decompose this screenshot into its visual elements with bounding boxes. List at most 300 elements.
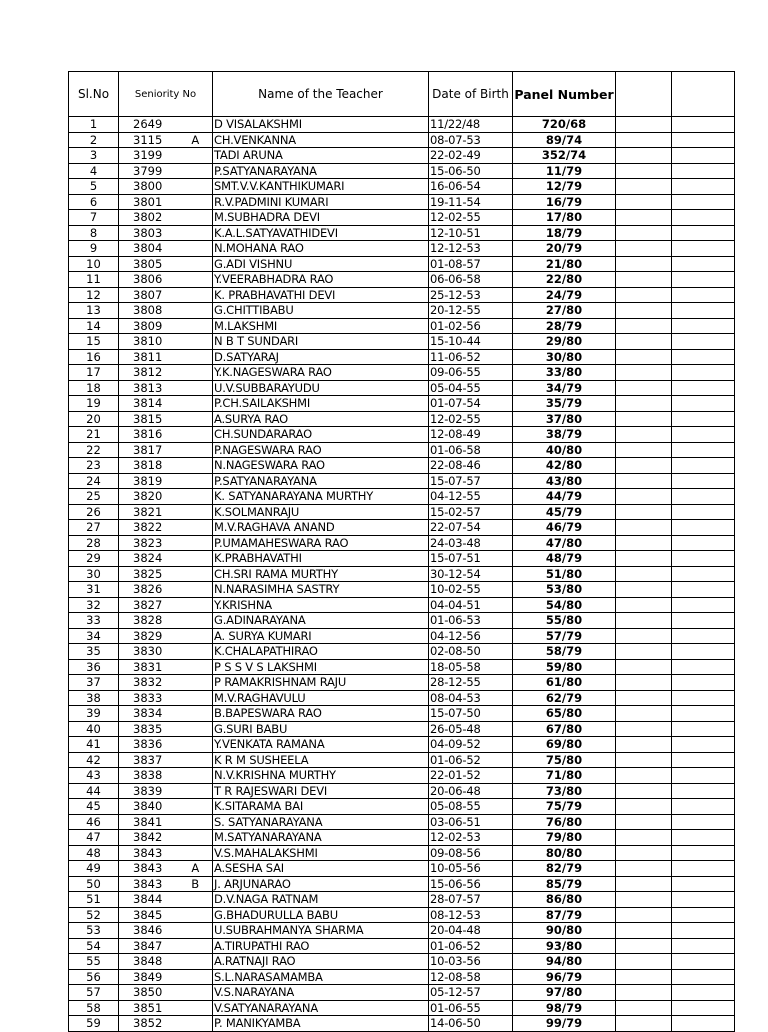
seniority-number-cell: 3807 — [119, 287, 179, 303]
header-sl-no: Sl.No — [69, 72, 119, 117]
teacher-name-cell: G.BHADURULLA BABU — [213, 907, 429, 923]
extra-cell-1 — [616, 163, 672, 179]
table-row — [69, 334, 735, 350]
seniority-number-cell: 3831 — [119, 659, 179, 675]
date-of-birth-cell: 09-08-56 — [429, 845, 513, 861]
panel-number-cell: 20/79 — [513, 241, 616, 257]
panel-number-cell: 28/79 — [513, 318, 616, 334]
seniority-suffix-cell — [179, 737, 213, 753]
panel-number-cell: 75/79 — [513, 799, 616, 815]
date-of-birth-cell: 01-06-52 — [429, 938, 513, 954]
seniority-suffix-cell — [179, 225, 213, 241]
teacher-name-cell: P. MANIKYAMBA — [213, 1016, 429, 1032]
panel-number-cell: 62/79 — [513, 690, 616, 706]
serial-number-cell: 53 — [69, 923, 119, 939]
teacher-name-cell: P.SATYANARAYANA — [213, 163, 429, 179]
date-of-birth-cell: 01-06-53 — [429, 613, 513, 629]
extra-cell-2 — [672, 473, 735, 489]
header-date-of-birth: Date of Birth — [429, 72, 513, 117]
table-row — [69, 179, 735, 195]
teacher-name-cell: D.SATYARAJ — [213, 349, 429, 365]
teacher-name-cell: CH.VENKANNA — [213, 132, 429, 148]
serial-number-cell: 30 — [69, 566, 119, 582]
serial-number-cell: 18 — [69, 380, 119, 396]
seniority-number-cell: 3843 — [119, 876, 179, 892]
table-row — [69, 132, 735, 148]
panel-number-cell: 22/80 — [513, 272, 616, 288]
serial-number-cell: 54 — [69, 938, 119, 954]
header-row — [69, 72, 735, 117]
seniority-number-cell: 3835 — [119, 721, 179, 737]
date-of-birth-cell: 15-07-57 — [429, 473, 513, 489]
date-of-birth-cell: 01-06-55 — [429, 1000, 513, 1016]
serial-number-cell: 28 — [69, 535, 119, 551]
seniority-suffix-cell — [179, 287, 213, 303]
date-of-birth-cell: 08-12-53 — [429, 907, 513, 923]
teacher-name-cell: J. ARJUNARAO — [213, 876, 429, 892]
serial-number-cell: 33 — [69, 613, 119, 629]
extra-cell-1 — [616, 272, 672, 288]
table-row — [69, 442, 735, 458]
seniority-suffix-cell — [179, 752, 213, 768]
extra-cell-2 — [672, 318, 735, 334]
panel-number-cell: 55/80 — [513, 613, 616, 629]
date-of-birth-cell: 12-12-53 — [429, 241, 513, 257]
extra-cell-2 — [672, 535, 735, 551]
panel-number-cell: 18/79 — [513, 225, 616, 241]
teacher-name-cell: M.V.RAGHAVULU — [213, 690, 429, 706]
extra-cell-1 — [616, 969, 672, 985]
panel-number-cell: 45/79 — [513, 504, 616, 520]
extra-cell-2 — [672, 117, 735, 133]
table-row — [69, 272, 735, 288]
seniority-suffix-cell — [179, 210, 213, 226]
serial-number-cell: 13 — [69, 303, 119, 319]
seniority-number-cell: 2649 — [119, 117, 179, 133]
table-row — [69, 520, 735, 536]
teacher-name-cell: K.PRABHAVATHI — [213, 551, 429, 567]
seniority-number-cell: 3844 — [119, 892, 179, 908]
extra-cell-1 — [616, 473, 672, 489]
table-row — [69, 427, 735, 443]
panel-number-cell: 90/80 — [513, 923, 616, 939]
teacher-name-cell: N.V.KRISHNA MURTHY — [213, 768, 429, 784]
panel-number-cell: 24/79 — [513, 287, 616, 303]
date-of-birth-cell: 28-07-57 — [429, 892, 513, 908]
table-row — [69, 458, 735, 474]
teacher-name-cell: A. SURYA KUMARI — [213, 628, 429, 644]
seniority-number-cell: 3199 — [119, 148, 179, 164]
teacher-name-cell: D VISALAKSHMI — [213, 117, 429, 133]
panel-number-cell: 33/80 — [513, 365, 616, 381]
seniority-number-cell: 3802 — [119, 210, 179, 226]
panel-number-cell: 71/80 — [513, 768, 616, 784]
seniority-number-cell: 3805 — [119, 256, 179, 272]
seniority-number-cell: 3825 — [119, 566, 179, 582]
teacher-name-cell: D.V.NAGA RATNAM — [213, 892, 429, 908]
panel-number-cell: 93/80 — [513, 938, 616, 954]
seniority-number-cell: 3850 — [119, 985, 179, 1001]
serial-number-cell: 1 — [69, 117, 119, 133]
extra-cell-2 — [672, 256, 735, 272]
teacher-name-cell: P.UMAMAHESWARA RAO — [213, 535, 429, 551]
panel-number-cell: 44/79 — [513, 489, 616, 505]
table-row — [69, 535, 735, 551]
seniority-number-cell: 3843 — [119, 845, 179, 861]
serial-number-cell: 26 — [69, 504, 119, 520]
panel-number-cell: 99/79 — [513, 1016, 616, 1032]
serial-number-cell: 43 — [69, 768, 119, 784]
extra-cell-2 — [672, 659, 735, 675]
seniority-number-cell: 3838 — [119, 768, 179, 784]
seniority-number-cell: 3811 — [119, 349, 179, 365]
serial-number-cell: 15 — [69, 334, 119, 350]
table-row — [69, 644, 735, 660]
panel-number-cell: 98/79 — [513, 1000, 616, 1016]
teacher-name-cell: V.S.MAHALAKSHMI — [213, 845, 429, 861]
seniority-suffix-cell — [179, 427, 213, 443]
extra-cell-1 — [616, 1016, 672, 1032]
table-row — [69, 892, 735, 908]
extra-cell-2 — [672, 365, 735, 381]
date-of-birth-cell: 04-04-51 — [429, 597, 513, 613]
date-of-birth-cell: 05-04-55 — [429, 380, 513, 396]
extra-cell-1 — [616, 985, 672, 1001]
date-of-birth-cell: 15-10-44 — [429, 334, 513, 350]
extra-cell-1 — [616, 566, 672, 582]
extra-cell-2 — [672, 675, 735, 691]
teacher-name-cell: S. SATYANARAYANA — [213, 814, 429, 830]
extra-cell-2 — [672, 892, 735, 908]
seniority-number-cell: 3830 — [119, 644, 179, 660]
panel-number-cell: 37/80 — [513, 411, 616, 427]
panel-number-cell: 67/80 — [513, 721, 616, 737]
serial-number-cell: 52 — [69, 907, 119, 923]
serial-number-cell: 14 — [69, 318, 119, 334]
panel-number-cell: 46/79 — [513, 520, 616, 536]
seniority-suffix-cell — [179, 380, 213, 396]
teacher-name-cell: A.SESHA SAI — [213, 861, 429, 877]
extra-cell-2 — [672, 938, 735, 954]
panel-number-cell: 27/80 — [513, 303, 616, 319]
table-body — [69, 117, 735, 1032]
teacher-name-cell: N B T SUNDARI — [213, 334, 429, 350]
teacher-name-cell: Y.K.NAGESWARA RAO — [213, 365, 429, 381]
seniority-number-cell: 3815 — [119, 411, 179, 427]
panel-number-cell: 96/79 — [513, 969, 616, 985]
date-of-birth-cell: 28-12-55 — [429, 675, 513, 691]
table-row — [69, 349, 735, 365]
panel-number-cell: 76/80 — [513, 814, 616, 830]
date-of-birth-cell: 11/22/48 — [429, 117, 513, 133]
serial-number-cell: 55 — [69, 954, 119, 970]
extra-cell-2 — [672, 241, 735, 257]
seniority-number-cell: 3803 — [119, 225, 179, 241]
teacher-name-cell: G.ADI VISHNU — [213, 256, 429, 272]
extra-cell-2 — [672, 551, 735, 567]
seniority-number-cell: 3804 — [119, 241, 179, 257]
table-row — [69, 737, 735, 753]
serial-number-cell: 48 — [69, 845, 119, 861]
extra-cell-2 — [672, 132, 735, 148]
seniority-number-cell: 3800 — [119, 179, 179, 195]
panel-number-cell: 42/80 — [513, 458, 616, 474]
extra-cell-2 — [672, 597, 735, 613]
seniority-suffix-cell — [179, 907, 213, 923]
seniority-suffix-cell — [179, 442, 213, 458]
serial-number-cell: 17 — [69, 365, 119, 381]
extra-cell-1 — [616, 117, 672, 133]
extra-cell-1 — [616, 628, 672, 644]
teacher-name-cell: K. PRABHAVATHI DEVI — [213, 287, 429, 303]
serial-number-cell: 40 — [69, 721, 119, 737]
extra-cell-2 — [672, 737, 735, 753]
extra-cell-2 — [672, 752, 735, 768]
table-row — [69, 411, 735, 427]
date-of-birth-cell: 14-06-50 — [429, 1016, 513, 1032]
seniority-suffix-cell — [179, 613, 213, 629]
extra-cell-1 — [616, 179, 672, 195]
panel-number-cell: 79/80 — [513, 830, 616, 846]
seniority-number-cell: 3822 — [119, 520, 179, 536]
serial-number-cell: 35 — [69, 644, 119, 660]
seniority-number-cell: 3836 — [119, 737, 179, 753]
table-row — [69, 969, 735, 985]
extra-cell-1 — [616, 892, 672, 908]
serial-number-cell: 46 — [69, 814, 119, 830]
date-of-birth-cell: 10-02-55 — [429, 582, 513, 598]
seniority-suffix-cell — [179, 303, 213, 319]
serial-number-cell: 51 — [69, 892, 119, 908]
teacher-name-cell: R.V.PADMINI KUMARI — [213, 194, 429, 210]
seniority-suffix-cell — [179, 117, 213, 133]
seniority-suffix-cell — [179, 814, 213, 830]
table-row — [69, 566, 735, 582]
seniority-suffix-cell — [179, 349, 213, 365]
teacher-seniority-table — [68, 71, 735, 1032]
date-of-birth-cell: 01-07-54 — [429, 396, 513, 412]
seniority-suffix-cell — [179, 504, 213, 520]
teacher-name-cell: N.NAGESWARA RAO — [213, 458, 429, 474]
teacher-name-cell: V.SATYANARAYANA — [213, 1000, 429, 1016]
seniority-number-cell: 3814 — [119, 396, 179, 412]
serial-number-cell: 8 — [69, 225, 119, 241]
teacher-name-cell: Y.VEERABHADRA RAO — [213, 272, 429, 288]
panel-number-cell: 94/80 — [513, 954, 616, 970]
table-row — [69, 489, 735, 505]
seniority-suffix-cell: B — [179, 876, 213, 892]
seniority-number-cell: 3819 — [119, 473, 179, 489]
teacher-name-cell: V.S.NARAYANA — [213, 985, 429, 1001]
extra-cell-1 — [616, 458, 672, 474]
table-row — [69, 814, 735, 830]
seniority-suffix-cell — [179, 783, 213, 799]
teacher-name-cell: Y.KRISHNA — [213, 597, 429, 613]
date-of-birth-cell: 05-12-57 — [429, 985, 513, 1001]
extra-cell-2 — [672, 380, 735, 396]
table-row — [69, 613, 735, 629]
table-row — [69, 985, 735, 1001]
seniority-suffix-cell — [179, 969, 213, 985]
extra-cell-2 — [672, 923, 735, 939]
extra-cell-1 — [616, 582, 672, 598]
seniority-number-cell: 3833 — [119, 690, 179, 706]
extra-cell-2 — [672, 458, 735, 474]
panel-number-cell: 43/80 — [513, 473, 616, 489]
seniority-suffix-cell — [179, 923, 213, 939]
seniority-suffix-cell — [179, 256, 213, 272]
teacher-name-cell: K.A.L.SATYAVATHIDEVI — [213, 225, 429, 241]
seniority-suffix-cell: A — [179, 861, 213, 877]
panel-number-cell: 85/79 — [513, 876, 616, 892]
seniority-number-cell: 3820 — [119, 489, 179, 505]
serial-number-cell: 20 — [69, 411, 119, 427]
date-of-birth-cell: 06-06-58 — [429, 272, 513, 288]
date-of-birth-cell: 03-06-51 — [429, 814, 513, 830]
seniority-suffix-cell — [179, 148, 213, 164]
extra-cell-2 — [672, 706, 735, 722]
table-row — [69, 1016, 735, 1032]
teacher-name-cell: A.SURYA RAO — [213, 411, 429, 427]
extra-cell-1 — [616, 194, 672, 210]
panel-number-cell: 21/80 — [513, 256, 616, 272]
extra-cell-2 — [672, 985, 735, 1001]
date-of-birth-cell: 24-03-48 — [429, 535, 513, 551]
panel-number-cell: 75/80 — [513, 752, 616, 768]
date-of-birth-cell: 26-05-48 — [429, 721, 513, 737]
serial-number-cell: 42 — [69, 752, 119, 768]
panel-number-cell: 34/79 — [513, 380, 616, 396]
panel-number-cell: 47/80 — [513, 535, 616, 551]
seniority-number-cell: 3849 — [119, 969, 179, 985]
panel-number-cell: 17/80 — [513, 210, 616, 226]
extra-cell-1 — [616, 783, 672, 799]
extra-cell-2 — [672, 582, 735, 598]
extra-cell-2 — [672, 163, 735, 179]
serial-number-cell: 34 — [69, 628, 119, 644]
panel-number-cell: 29/80 — [513, 334, 616, 350]
extra-cell-2 — [672, 721, 735, 737]
extra-cell-1 — [616, 1000, 672, 1016]
panel-number-cell: 59/80 — [513, 659, 616, 675]
seniority-number-cell: 3852 — [119, 1016, 179, 1032]
table-row — [69, 659, 735, 675]
extra-cell-1 — [616, 752, 672, 768]
seniority-suffix-cell — [179, 690, 213, 706]
date-of-birth-cell: 01-02-56 — [429, 318, 513, 334]
seniority-suffix-cell — [179, 489, 213, 505]
date-of-birth-cell: 20-12-55 — [429, 303, 513, 319]
extra-cell-1 — [616, 907, 672, 923]
panel-number-cell: 69/80 — [513, 737, 616, 753]
extra-cell-1 — [616, 349, 672, 365]
serial-number-cell: 39 — [69, 706, 119, 722]
extra-cell-2 — [672, 783, 735, 799]
teacher-name-cell: K. SATYANARAYANA MURTHY — [213, 489, 429, 505]
serial-number-cell: 41 — [69, 737, 119, 753]
seniority-number-cell: 3809 — [119, 318, 179, 334]
seniority-number-cell: 3824 — [119, 551, 179, 567]
extra-cell-1 — [616, 876, 672, 892]
extra-cell-2 — [672, 194, 735, 210]
teacher-name-cell: SMT.V.V.KANTHIKUMARI — [213, 179, 429, 195]
serial-number-cell: 4 — [69, 163, 119, 179]
teacher-name-cell: P.NAGESWARA RAO — [213, 442, 429, 458]
teacher-name-cell: T R RAJESWARI DEVI — [213, 783, 429, 799]
seniority-suffix-cell — [179, 644, 213, 660]
date-of-birth-cell: 20-04-48 — [429, 923, 513, 939]
panel-number-cell: 51/80 — [513, 566, 616, 582]
extra-cell-1 — [616, 737, 672, 753]
serial-number-cell: 59 — [69, 1016, 119, 1032]
extra-cell-1 — [616, 489, 672, 505]
date-of-birth-cell: 01-06-52 — [429, 752, 513, 768]
extra-cell-1 — [616, 675, 672, 691]
table-row — [69, 365, 735, 381]
date-of-birth-cell: 11-06-52 — [429, 349, 513, 365]
extra-cell-1 — [616, 504, 672, 520]
extra-cell-1 — [616, 861, 672, 877]
seniority-suffix-cell — [179, 334, 213, 350]
table-row — [69, 210, 735, 226]
serial-number-cell: 38 — [69, 690, 119, 706]
seniority-number-cell: 3843 — [119, 861, 179, 877]
serial-number-cell: 6 — [69, 194, 119, 210]
extra-cell-1 — [616, 210, 672, 226]
seniority-number-cell: 3801 — [119, 194, 179, 210]
seniority-suffix-cell — [179, 179, 213, 195]
seniority-number-cell: 3848 — [119, 954, 179, 970]
seniority-number-cell: 3806 — [119, 272, 179, 288]
panel-number-cell: 82/79 — [513, 861, 616, 877]
panel-number-cell: 48/79 — [513, 551, 616, 567]
extra-cell-2 — [672, 628, 735, 644]
date-of-birth-cell: 12-10-51 — [429, 225, 513, 241]
table-row — [69, 473, 735, 489]
seniority-suffix-cell — [179, 365, 213, 381]
panel-number-cell: 97/80 — [513, 985, 616, 1001]
extra-cell-2 — [672, 876, 735, 892]
teacher-name-cell: G.ADINARAYANA — [213, 613, 429, 629]
seniority-suffix-cell — [179, 892, 213, 908]
teacher-name-cell: K R M SUSHEELA — [213, 752, 429, 768]
extra-cell-2 — [672, 427, 735, 443]
serial-number-cell: 16 — [69, 349, 119, 365]
table-row — [69, 907, 735, 923]
panel-number-cell: 11/79 — [513, 163, 616, 179]
extra-cell-2 — [672, 954, 735, 970]
extra-cell-1 — [616, 520, 672, 536]
date-of-birth-cell: 12-02-53 — [429, 830, 513, 846]
seniority-suffix-cell — [179, 566, 213, 582]
serial-number-cell: 7 — [69, 210, 119, 226]
serial-number-cell: 57 — [69, 985, 119, 1001]
table-row — [69, 675, 735, 691]
seniority-number-cell: 3813 — [119, 380, 179, 396]
extra-cell-1 — [616, 613, 672, 629]
extra-cell-2 — [672, 148, 735, 164]
extra-cell-1 — [616, 644, 672, 660]
seniority-number-cell: 3821 — [119, 504, 179, 520]
extra-cell-2 — [672, 768, 735, 784]
serial-number-cell: 23 — [69, 458, 119, 474]
seniority-number-cell: 3818 — [119, 458, 179, 474]
table-row — [69, 256, 735, 272]
panel-number-cell: 87/79 — [513, 907, 616, 923]
serial-number-cell: 47 — [69, 830, 119, 846]
panel-number-cell: 16/79 — [513, 194, 616, 210]
date-of-birth-cell: 10-03-56 — [429, 954, 513, 970]
